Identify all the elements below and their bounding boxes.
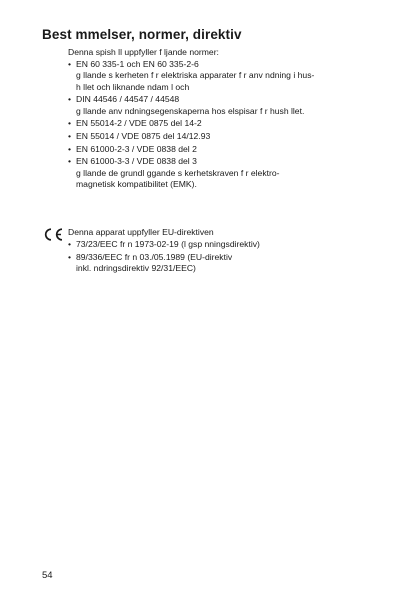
list-item-line: magnetisk kompatibilitet (EMK). — [76, 178, 197, 189]
page-title: Best mmelser, normer, direktiv — [42, 27, 242, 42]
list-item-line: inkl. ndringsdirektiv 92/31/EEC) — [76, 263, 196, 274]
directives-intro: Denna apparat uppfyller EU-direktiven — [68, 227, 214, 237]
list-item-line: • EN 61000-2-3 / VDE 0838 del 2 — [76, 143, 197, 154]
list-item-line: g llande anv ndningsegenskaperna hos elspisar f r hush llet. — [76, 105, 305, 116]
norms-intro: Denna spish ll uppfyller f ljande normer: — [68, 47, 219, 57]
list-item-line: • EN 60 335-1 och EN 60 335-2-6 — [76, 59, 199, 70]
list-item-line: g llande de grundl ggande s kerhetskraven f r elektro- — [76, 167, 280, 178]
list-item — [68, 131, 398, 142]
list-item — [68, 144, 398, 155]
list-item-line: • 89/336/EEC fr n 03./05.1989 (EU-direktiv — [76, 251, 233, 262]
directives-list — [68, 239, 398, 274]
list-item-line: • EN 55014-2 / VDE 0875 del 14-2 — [76, 118, 202, 129]
list-item-line: • 73/23/EEC fr n 1973-02-19 (l gsp nningsdirektiv) — [76, 239, 260, 250]
list-item — [68, 59, 398, 93]
norms-section — [68, 47, 398, 191]
list-item — [68, 239, 398, 250]
list-item-line: • DIN 44546 / 44547 / 44548 — [76, 94, 180, 105]
list-item-line: h llet och liknande ndam l och — [76, 81, 190, 92]
list-item-line: • EN 61000-3-3 / VDE 0838 del 3 — [76, 156, 197, 167]
norms-list — [68, 59, 398, 190]
directives-section — [68, 227, 398, 276]
list-item — [68, 118, 398, 129]
list-item — [68, 156, 398, 190]
list-item-line: • EN 55014 / VDE 0875 del 14/12.93 — [76, 130, 211, 141]
list-item — [68, 252, 398, 274]
list-item — [68, 94, 398, 116]
page-number: 54 — [42, 570, 53, 581]
list-item-line: g llande s kerheten f r elektriska apparater f r anv ndning i hus- — [76, 70, 315, 81]
ce-mark-icon — [42, 228, 64, 241]
